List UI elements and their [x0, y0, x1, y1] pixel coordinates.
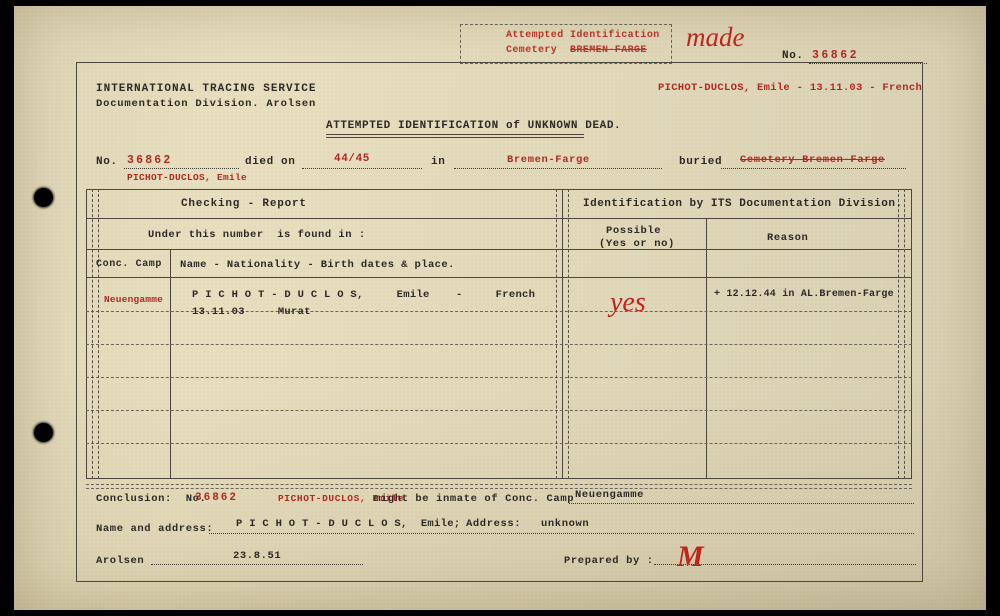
table-edge-dash-left — [92, 189, 93, 479]
below-table-dash-1 — [86, 484, 912, 485]
prepared-by-label: Prepared by : — [564, 555, 654, 567]
prepared-by-signature: M — [677, 540, 704, 573]
footer-date-dots — [151, 564, 363, 565]
row-name-line1: P I C H O T - D U C L O S, Emile - French — [192, 289, 536, 301]
row-name-line2: 13.11.03 Murat — [192, 306, 311, 318]
in-label: in — [431, 156, 446, 168]
stamp-cemetery-label: Cemetery — [506, 45, 558, 56]
org-line-2: Documentation Division. Arolsen — [96, 98, 317, 110]
table-row-divider-4 — [86, 410, 912, 411]
in-value: Bremen-Farge — [507, 154, 590, 166]
archive-card — [14, 6, 986, 610]
table-vsep-possible-reason — [706, 218, 707, 479]
table-edge-dash-right-2 — [904, 189, 905, 479]
buried-dots — [721, 168, 906, 169]
table-row-divider-2 — [86, 344, 912, 345]
table-row-divider-3 — [86, 377, 912, 378]
table-subheader-left: Under this number is found in : — [148, 229, 366, 241]
conclusion-camp: Neuengamme — [575, 489, 645, 501]
form-title: ATTEMPTED IDENTIFICATION of UNKNOWN DEAD. — [326, 120, 622, 132]
stamp-number-value: 36862 — [812, 49, 860, 62]
stamp-handwritten-made: made — [686, 22, 745, 52]
org-line-1: INTERNATIONAL TRACING SERVICE — [96, 83, 317, 95]
table-edge-dash-mid — [556, 189, 557, 479]
stamp-line1: Attempted Identification — [506, 30, 660, 41]
col-name-nationality: Name - Nationality - Birth dates & place. — [180, 259, 455, 271]
conclusion-label: Conclusion: No. — [96, 493, 207, 505]
conclusion-number: 36862 — [195, 492, 239, 504]
table-header-divider-1 — [86, 218, 912, 219]
died-on-label: died on — [245, 156, 296, 168]
form-title-underline — [326, 134, 584, 138]
table-edge-dash-mid-2 — [568, 189, 569, 479]
buried-value: Cemetery Bremen-Farge — [740, 154, 885, 166]
table-edge-dash-right — [898, 189, 899, 479]
person-identity-line: PICHOT-DUCLOS, Emile - 13.11.03 - French — [658, 82, 923, 94]
row-conc-camp: Neuengamme — [104, 294, 164, 305]
stamp-cemetery-value: BREMEN-FARGE — [570, 45, 647, 56]
col-possible-line1: Possible — [606, 225, 662, 237]
record-no-value: 36862 — [127, 154, 173, 167]
table-left-title: Checking - Report — [181, 198, 307, 210]
buried-label: buried — [679, 156, 723, 168]
died-on-value: 44/45 — [334, 153, 371, 165]
conclusion-name: PICHOT-DUCLOS, Emile — [278, 493, 405, 504]
table-vsep-main — [562, 189, 563, 479]
address-value: unknown — [541, 518, 590, 530]
checking-report-table — [86, 189, 912, 479]
name-address-name: P I C H O T - D U C L O S, Emile; — [236, 518, 461, 530]
conclusion-dots — [569, 503, 914, 504]
below-table-dash-2 — [86, 488, 912, 489]
record-no-dots — [124, 168, 239, 169]
conclusion-text: might be inmate of Conc. Camp — [374, 493, 575, 505]
name-address-label: Name and address: — [96, 523, 214, 535]
address-label: Address: — [466, 518, 522, 530]
in-dots — [454, 168, 662, 169]
col-reason: Reason — [767, 232, 809, 244]
record-no-label: No. — [96, 156, 118, 168]
punch-hole-bottom — [34, 423, 53, 442]
punch-hole-top — [34, 188, 53, 207]
row-possible-handwritten: yes — [610, 287, 646, 318]
record-name-under-no: PICHOT-DUCLOS, Emile — [127, 172, 248, 183]
table-row-divider-5 — [86, 443, 912, 444]
table-header-divider-2 — [86, 249, 912, 250]
died-on-dots — [302, 168, 422, 169]
stamp-number-label: No. — [782, 50, 804, 62]
name-address-dots — [209, 533, 914, 534]
table-right-title: Identification by ITS Documentation Division. — [583, 198, 903, 210]
table-edge-dash-left-2 — [98, 189, 99, 479]
table-vsep-conccamp — [170, 249, 171, 479]
col-possible-line2: (Yes or no) — [599, 238, 675, 250]
col-conc-camp: Conc. Camp — [96, 259, 163, 270]
footer-place: Arolsen — [96, 555, 145, 567]
row-reason: + 12.12.44 in AL.Bremen-Farge — [714, 289, 894, 300]
footer-date: 23.8.51 — [233, 550, 282, 562]
table-header-divider-3 — [86, 277, 912, 278]
